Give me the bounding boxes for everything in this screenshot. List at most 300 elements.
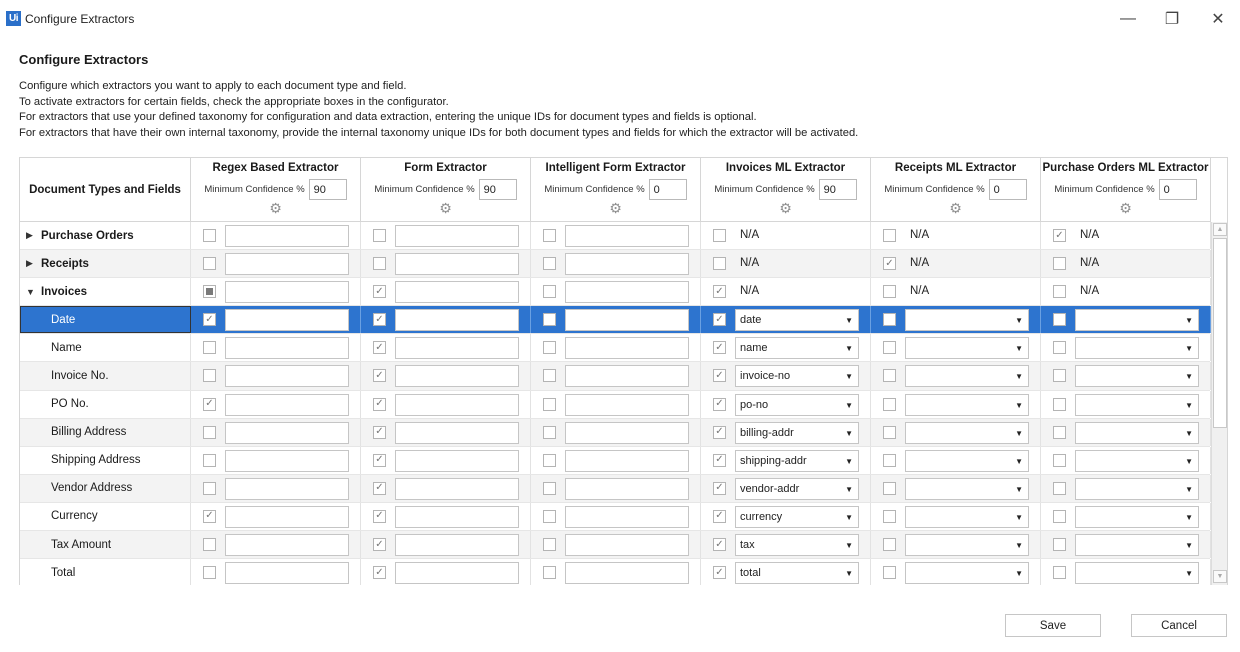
extractor-cell-form-extractor [361, 559, 531, 585]
enable-checkbox[interactable] [543, 285, 556, 298]
extractor-cell-invoices-ml-extractor [701, 222, 871, 249]
confidence-row [871, 179, 1040, 200]
chevron-down-icon: ▼ [1015, 372, 1023, 382]
extractor-cell-form-extractor [361, 222, 531, 249]
row-label: Name [51, 341, 82, 354]
row-label-cell[interactable] [20, 447, 191, 474]
enable-checkbox[interactable]: ✓ [373, 313, 386, 326]
enable-checkbox[interactable] [883, 482, 896, 495]
confidence-row [1041, 179, 1210, 200]
extractor-cell-purchase-orders-ml-extractor [1041, 306, 1211, 333]
id-input[interactable] [565, 365, 689, 387]
id-input[interactable] [225, 225, 349, 247]
row-label: Invoices [41, 285, 88, 298]
id-input[interactable] [225, 534, 349, 556]
chevron-down-icon: ▼ [1015, 569, 1023, 579]
id-input[interactable] [395, 450, 519, 472]
extractor-cell-intelligent-form-extractor [531, 306, 701, 333]
enable-checkbox[interactable] [543, 454, 556, 467]
expand-right-icon[interactable]: ▶ [26, 230, 33, 241]
chevron-down-icon: ▼ [1015, 428, 1023, 438]
chevron-down-icon: ▼ [1015, 541, 1023, 551]
extractor-cell-invoices-ml-extractor [701, 531, 871, 558]
minimize-button[interactable] [1113, 6, 1143, 32]
enable-checkbox[interactable] [203, 482, 216, 495]
extractor-cell-intelligent-form-extractor [531, 475, 701, 502]
confidence-input[interactable] [819, 179, 857, 200]
taxonomy-dropdown[interactable] [735, 506, 859, 528]
enable-checkbox[interactable]: ✓ [713, 426, 726, 439]
row-label-cell[interactable] [20, 334, 191, 361]
extractor-cell-regex-based-extractor [191, 447, 361, 474]
extractor-cell-receipts-ml-extractor [871, 334, 1041, 361]
enable-checkbox[interactable] [203, 229, 216, 242]
row-label: Invoice No. [51, 370, 109, 383]
enable-checkbox[interactable] [543, 369, 556, 382]
enable-checkbox[interactable]: ✓ [373, 566, 386, 579]
taxonomy-dropdown[interactable] [1075, 534, 1199, 556]
id-input[interactable] [395, 478, 519, 500]
header-receipts-ml-extractor [871, 158, 1041, 222]
enable-checkbox[interactable] [883, 426, 896, 439]
taxonomy-dropdown[interactable] [905, 337, 1029, 359]
enable-checkbox[interactable]: ✓ [713, 538, 726, 551]
taxonomy-dropdown[interactable] [735, 365, 859, 387]
extractor-cell-intelligent-form-extractor [531, 362, 701, 389]
minimize-icon: — [1120, 10, 1136, 27]
extractor-cell-invoices-ml-extractor [701, 475, 871, 502]
description-line: For extractors that use your defined taxonomy for configuration and data extraction, entering the unique IDs for document types and fields is optional. [19, 111, 757, 123]
description-line: To activate extractors for certain fields, check the appropriate boxes in the configurator. [19, 95, 449, 108]
field-row[interactable] [20, 391, 1210, 419]
id-input[interactable] [395, 225, 519, 247]
enable-checkbox[interactable]: ✓ [713, 285, 726, 298]
enable-checkbox[interactable]: ✓ [373, 398, 386, 411]
extractor-cell-form-extractor [361, 503, 531, 530]
extractor-cell-form-extractor [361, 419, 531, 446]
scroll-up-button[interactable]: ▲ [1213, 223, 1227, 236]
chevron-down-icon: ▼ [1185, 541, 1193, 551]
enable-checkbox[interactable] [883, 341, 896, 354]
field-row[interactable] [20, 531, 1210, 559]
row-label-cell[interactable] [20, 306, 191, 333]
id-input[interactable] [225, 281, 349, 303]
id-input[interactable] [565, 506, 689, 528]
header-invoices-ml-extractor [701, 158, 871, 222]
extractor-cell-receipts-ml-extractor [871, 306, 1041, 333]
enable-checkbox[interactable] [203, 285, 216, 298]
scrollbar-thumb[interactable] [1213, 238, 1227, 428]
extractor-cell-intelligent-form-extractor [531, 222, 701, 249]
taxonomy-dropdown[interactable] [905, 309, 1029, 331]
confidence-label: Minimum Confidence % [714, 184, 815, 195]
gear-icon[interactable]: ⚙ [1119, 200, 1132, 216]
id-input[interactable] [395, 562, 519, 584]
field-row[interactable] [20, 503, 1210, 531]
enable-checkbox[interactable] [543, 341, 556, 354]
enable-checkbox[interactable] [713, 229, 726, 242]
group-row[interactable] [20, 250, 1210, 278]
taxonomy-dropdown[interactable] [735, 534, 859, 556]
enable-checkbox[interactable] [883, 566, 896, 579]
enable-checkbox[interactable]: ✓ [203, 510, 216, 523]
id-input[interactable] [225, 365, 349, 387]
row-label-cell[interactable] [20, 222, 191, 249]
group-row[interactable] [20, 278, 1210, 306]
id-input[interactable] [395, 253, 519, 275]
row-label-cell[interactable] [20, 419, 191, 446]
enable-checkbox[interactable]: ✓ [373, 538, 386, 551]
extractor-cell-receipts-ml-extractor [871, 222, 1041, 249]
chevron-down-icon: ▼ [1185, 569, 1193, 579]
extractor-name: Form Extractor [404, 162, 487, 174]
dropdown-value: billing-addr [740, 426, 794, 439]
confidence-input[interactable] [1159, 179, 1197, 200]
enable-checkbox[interactable] [203, 454, 216, 467]
chevron-down-icon: ▼ [1185, 344, 1193, 354]
id-input[interactable] [225, 478, 349, 500]
extractor-cell-receipts-ml-extractor [871, 531, 1041, 558]
enable-checkbox[interactable]: ✓ [713, 482, 726, 495]
taxonomy-dropdown[interactable] [735, 394, 859, 416]
taxonomy-dropdown[interactable] [905, 562, 1029, 584]
enable-checkbox[interactable] [543, 257, 556, 270]
row-label: Shipping Address [51, 454, 141, 467]
taxonomy-dropdown[interactable] [1075, 478, 1199, 500]
enable-checkbox[interactable]: ✓ [203, 398, 216, 411]
chevron-down-icon: ▼ [1015, 400, 1023, 410]
enable-checkbox[interactable] [203, 257, 216, 270]
enable-checkbox[interactable] [883, 454, 896, 467]
row-label: Purchase Orders [41, 229, 134, 242]
id-input[interactable] [225, 422, 349, 444]
confidence-row [361, 179, 530, 200]
extractor-cell-regex-based-extractor [191, 222, 361, 249]
group-row[interactable] [20, 222, 1210, 250]
enable-checkbox[interactable] [1053, 257, 1066, 270]
chevron-down-icon: ▼ [845, 400, 853, 410]
enable-checkbox[interactable] [543, 313, 556, 326]
taxonomy-dropdown[interactable] [905, 422, 1029, 444]
enable-checkbox[interactable]: ✓ [373, 426, 386, 439]
row-label-cell[interactable] [20, 531, 191, 558]
confidence-input[interactable] [649, 179, 687, 200]
enable-checkbox[interactable] [373, 229, 386, 242]
enable-checkbox[interactable]: ✓ [713, 341, 726, 354]
id-input[interactable] [395, 365, 519, 387]
enable-checkbox[interactable] [543, 398, 556, 411]
taxonomy-dropdown[interactable] [1075, 422, 1199, 444]
id-input[interactable] [565, 394, 689, 416]
field-row[interactable] [20, 447, 1210, 475]
confidence-input[interactable] [989, 179, 1027, 200]
enable-checkbox[interactable]: ✓ [713, 398, 726, 411]
dropdown-value: shipping-addr [740, 454, 807, 467]
field-row[interactable] [20, 334, 1210, 362]
enable-checkbox[interactable] [883, 229, 896, 242]
enable-checkbox[interactable] [1053, 566, 1066, 579]
id-input[interactable] [395, 309, 519, 331]
enable-checkbox[interactable] [1053, 313, 1066, 326]
enable-checkbox[interactable] [543, 482, 556, 495]
extractor-cell-purchase-orders-ml-extractor [1041, 419, 1211, 446]
extractor-cell-invoices-ml-extractor [701, 334, 871, 361]
enable-checkbox[interactable] [203, 538, 216, 551]
taxonomy-dropdown[interactable] [1075, 394, 1199, 416]
na-label: N/A [1080, 285, 1100, 298]
enable-checkbox[interactable] [203, 566, 216, 579]
expand-down-icon[interactable]: ▼ [26, 286, 35, 297]
confidence-label: Minimum Confidence % [204, 184, 305, 195]
extractor-cell-purchase-orders-ml-extractor [1041, 447, 1211, 474]
na-label: N/A [1080, 229, 1100, 241]
id-input[interactable] [225, 337, 349, 359]
row-label: Receipts [41, 257, 89, 270]
extractor-cell-purchase-orders-ml-extractor [1041, 531, 1211, 558]
cancel-button[interactable]: Cancel [1131, 614, 1227, 637]
na-label: N/A [1080, 257, 1100, 270]
enable-checkbox[interactable]: ✓ [883, 257, 896, 270]
field-row[interactable] [20, 362, 1210, 390]
taxonomy-dropdown[interactable] [1075, 309, 1199, 331]
extractor-cell-intelligent-form-extractor [531, 391, 701, 418]
id-input[interactable] [565, 478, 689, 500]
id-input[interactable] [565, 534, 689, 556]
extractor-cell-purchase-orders-ml-extractor [1041, 475, 1211, 502]
enable-checkbox[interactable] [713, 257, 726, 270]
chevron-down-icon: ▼ [845, 372, 853, 382]
enable-checkbox[interactable] [543, 538, 556, 551]
id-input[interactable] [565, 450, 689, 472]
taxonomy-dropdown[interactable] [735, 337, 859, 359]
taxonomy-dropdown[interactable] [905, 534, 1029, 556]
extractor-cell-intelligent-form-extractor [531, 503, 701, 530]
enable-checkbox[interactable] [1053, 538, 1066, 551]
enable-checkbox[interactable]: ✓ [713, 510, 726, 523]
enable-checkbox[interactable] [1053, 426, 1066, 439]
extractor-cell-purchase-orders-ml-extractor [1041, 559, 1211, 585]
enable-checkbox[interactable] [203, 369, 216, 382]
id-input[interactable] [565, 253, 689, 275]
enable-checkbox[interactable]: ✓ [1053, 229, 1066, 242]
chevron-down-icon: ▼ [845, 569, 853, 579]
dropdown-value: currency [740, 510, 783, 523]
chevron-down-icon: ▼ [1015, 484, 1023, 494]
taxonomy-dropdown[interactable] [1075, 450, 1199, 472]
gear-icon[interactable]: ⚙ [779, 200, 792, 216]
enable-checkbox[interactable] [1053, 369, 1066, 382]
extractor-cell-regex-based-extractor [191, 278, 361, 305]
enable-checkbox[interactable] [1053, 285, 1066, 298]
confidence-input[interactable] [309, 179, 347, 200]
row-label: Tax Amount [51, 538, 112, 551]
extractor-name: Invoices ML Extractor [725, 162, 846, 174]
enable-checkbox[interactable] [203, 426, 216, 439]
taxonomy-dropdown[interactable] [1075, 337, 1199, 359]
extractor-cell-regex-based-extractor [191, 503, 361, 530]
id-input[interactable] [565, 309, 689, 331]
enable-checkbox[interactable]: ✓ [373, 454, 386, 467]
chevron-down-icon: ▼ [1185, 428, 1193, 438]
id-input[interactable] [225, 309, 349, 331]
taxonomy-dropdown[interactable] [735, 309, 859, 331]
field-row[interactable] [20, 475, 1210, 503]
extractor-cell-intelligent-form-extractor [531, 250, 701, 277]
na-label: N/A [910, 229, 930, 241]
row-label: Total [51, 566, 76, 579]
enable-checkbox[interactable] [543, 229, 556, 242]
enable-checkbox[interactable]: ✓ [713, 454, 726, 467]
taxonomy-dropdown[interactable] [905, 478, 1029, 500]
chevron-down-icon: ▼ [1015, 512, 1023, 522]
gear-icon[interactable]: ⚙ [609, 200, 622, 216]
enable-checkbox[interactable] [883, 369, 896, 382]
enable-checkbox[interactable] [373, 257, 386, 270]
gear-icon[interactable]: ⚙ [269, 200, 282, 216]
taxonomy-dropdown[interactable] [735, 450, 859, 472]
enable-checkbox[interactable]: ✓ [203, 313, 216, 326]
extractor-cell-receipts-ml-extractor [871, 503, 1041, 530]
extractor-name: Intelligent Form Extractor [545, 162, 686, 174]
expand-right-icon[interactable]: ▶ [26, 258, 33, 269]
scroll-down-button[interactable]: ▼ [1213, 570, 1227, 583]
enable-checkbox[interactable]: ✓ [713, 369, 726, 382]
extractor-cell-invoices-ml-extractor [701, 362, 871, 389]
id-input[interactable] [565, 281, 689, 303]
vertical-scrollbar[interactable] [1211, 222, 1228, 585]
enable-checkbox[interactable] [883, 538, 896, 551]
confidence-input[interactable] [479, 179, 517, 200]
extractor-cell-intelligent-form-extractor [531, 447, 701, 474]
extractor-cell-form-extractor [361, 475, 531, 502]
confidence-row [191, 179, 360, 200]
enable-checkbox[interactable] [1053, 341, 1066, 354]
page-title: Configure Extractors [19, 52, 149, 67]
enable-checkbox[interactable]: ✓ [373, 341, 386, 354]
id-input[interactable] [565, 225, 689, 247]
row-label-cell[interactable] [20, 559, 191, 585]
taxonomy-dropdown[interactable] [905, 394, 1029, 416]
taxonomy-dropdown[interactable] [905, 365, 1029, 387]
extractor-cell-receipts-ml-extractor [871, 559, 1041, 585]
dropdown-value: vendor-addr [740, 482, 800, 495]
taxonomy-dropdown[interactable] [905, 450, 1029, 472]
extractor-cell-intelligent-form-extractor [531, 334, 701, 361]
enable-checkbox[interactable] [543, 566, 556, 579]
enable-checkbox[interactable] [1053, 510, 1066, 523]
taxonomy-dropdown[interactable] [1075, 365, 1199, 387]
extractor-cell-regex-based-extractor [191, 250, 361, 277]
extractor-cell-purchase-orders-ml-extractor [1041, 222, 1211, 249]
taxonomy-dropdown[interactable] [1075, 562, 1199, 584]
id-input[interactable] [395, 506, 519, 528]
na-label: N/A [740, 257, 760, 270]
field-row[interactable] [20, 306, 1210, 334]
id-input[interactable] [395, 337, 519, 359]
row-label-cell[interactable] [20, 475, 191, 502]
restore-icon: ❐ [1164, 11, 1180, 28]
extractor-cell-regex-based-extractor [191, 306, 361, 333]
id-input[interactable] [565, 562, 689, 584]
dropdown-value: po-no [740, 398, 769, 411]
extractor-cell-receipts-ml-extractor [871, 419, 1041, 446]
enable-checkbox[interactable] [203, 341, 216, 354]
chevron-down-icon: ▼ [845, 484, 853, 494]
enable-checkbox[interactable] [1053, 398, 1066, 411]
enable-checkbox[interactable] [883, 510, 896, 523]
id-input[interactable] [565, 422, 689, 444]
chevron-down-icon: ▼ [845, 344, 853, 354]
enable-checkbox[interactable]: ✓ [373, 510, 386, 523]
gear-icon[interactable]: ⚙ [949, 200, 962, 216]
header-form-extractor [361, 158, 531, 222]
id-input[interactable] [225, 450, 349, 472]
id-input[interactable] [395, 394, 519, 416]
id-input[interactable] [395, 422, 519, 444]
enable-checkbox[interactable] [1053, 454, 1066, 467]
na-label: N/A [740, 229, 760, 241]
description-line: Configure which extractors you want to apply to each document type and field. [19, 80, 407, 92]
extractor-cell-receipts-ml-extractor [871, 362, 1041, 389]
enable-checkbox[interactable] [883, 313, 896, 326]
id-input[interactable] [225, 562, 349, 584]
id-input[interactable] [225, 506, 349, 528]
row-label-cell[interactable] [20, 391, 191, 418]
enable-checkbox[interactable] [543, 426, 556, 439]
dropdown-value: name [740, 342, 768, 355]
taxonomy-dropdown[interactable] [1075, 506, 1199, 528]
extractors-grid [19, 157, 1228, 585]
id-input[interactable] [395, 281, 519, 303]
taxonomy-dropdown[interactable] [735, 478, 859, 500]
taxonomy-dropdown[interactable] [905, 506, 1029, 528]
row-label-cell[interactable] [20, 362, 191, 389]
row-label-cell[interactable] [20, 250, 191, 277]
extractor-cell-form-extractor [361, 531, 531, 558]
enable-checkbox[interactable] [543, 510, 556, 523]
enable-checkbox[interactable]: ✓ [713, 313, 726, 326]
extractor-cell-invoices-ml-extractor [701, 447, 871, 474]
field-row[interactable] [20, 559, 1210, 585]
enable-checkbox[interactable]: ✓ [373, 369, 386, 382]
taxonomy-dropdown[interactable] [735, 562, 859, 584]
enable-checkbox[interactable] [1053, 482, 1066, 495]
enable-checkbox[interactable]: ✓ [373, 482, 386, 495]
enable-checkbox[interactable] [883, 285, 896, 298]
field-row[interactable] [20, 419, 1210, 447]
id-input[interactable] [225, 394, 349, 416]
save-button[interactable]: Save [1005, 614, 1101, 637]
row-label-cell[interactable] [20, 503, 191, 530]
enable-checkbox[interactable]: ✓ [373, 285, 386, 298]
extractor-cell-form-extractor [361, 447, 531, 474]
close-button[interactable] [1203, 6, 1233, 32]
id-input[interactable] [565, 337, 689, 359]
enable-checkbox[interactable] [883, 398, 896, 411]
row-label-cell[interactable] [20, 278, 191, 305]
row-label: PO No. [51, 398, 89, 411]
extractor-cell-regex-based-extractor [191, 362, 361, 389]
id-input[interactable] [395, 534, 519, 556]
confidence-row [701, 179, 870, 200]
enable-checkbox[interactable]: ✓ [713, 566, 726, 579]
extractor-cell-regex-based-extractor [191, 334, 361, 361]
restore-button[interactable] [1157, 6, 1187, 32]
id-input[interactable] [225, 253, 349, 275]
gear-icon[interactable]: ⚙ [439, 200, 452, 216]
taxonomy-dropdown[interactable] [735, 422, 859, 444]
extractor-cell-receipts-ml-extractor [871, 447, 1041, 474]
